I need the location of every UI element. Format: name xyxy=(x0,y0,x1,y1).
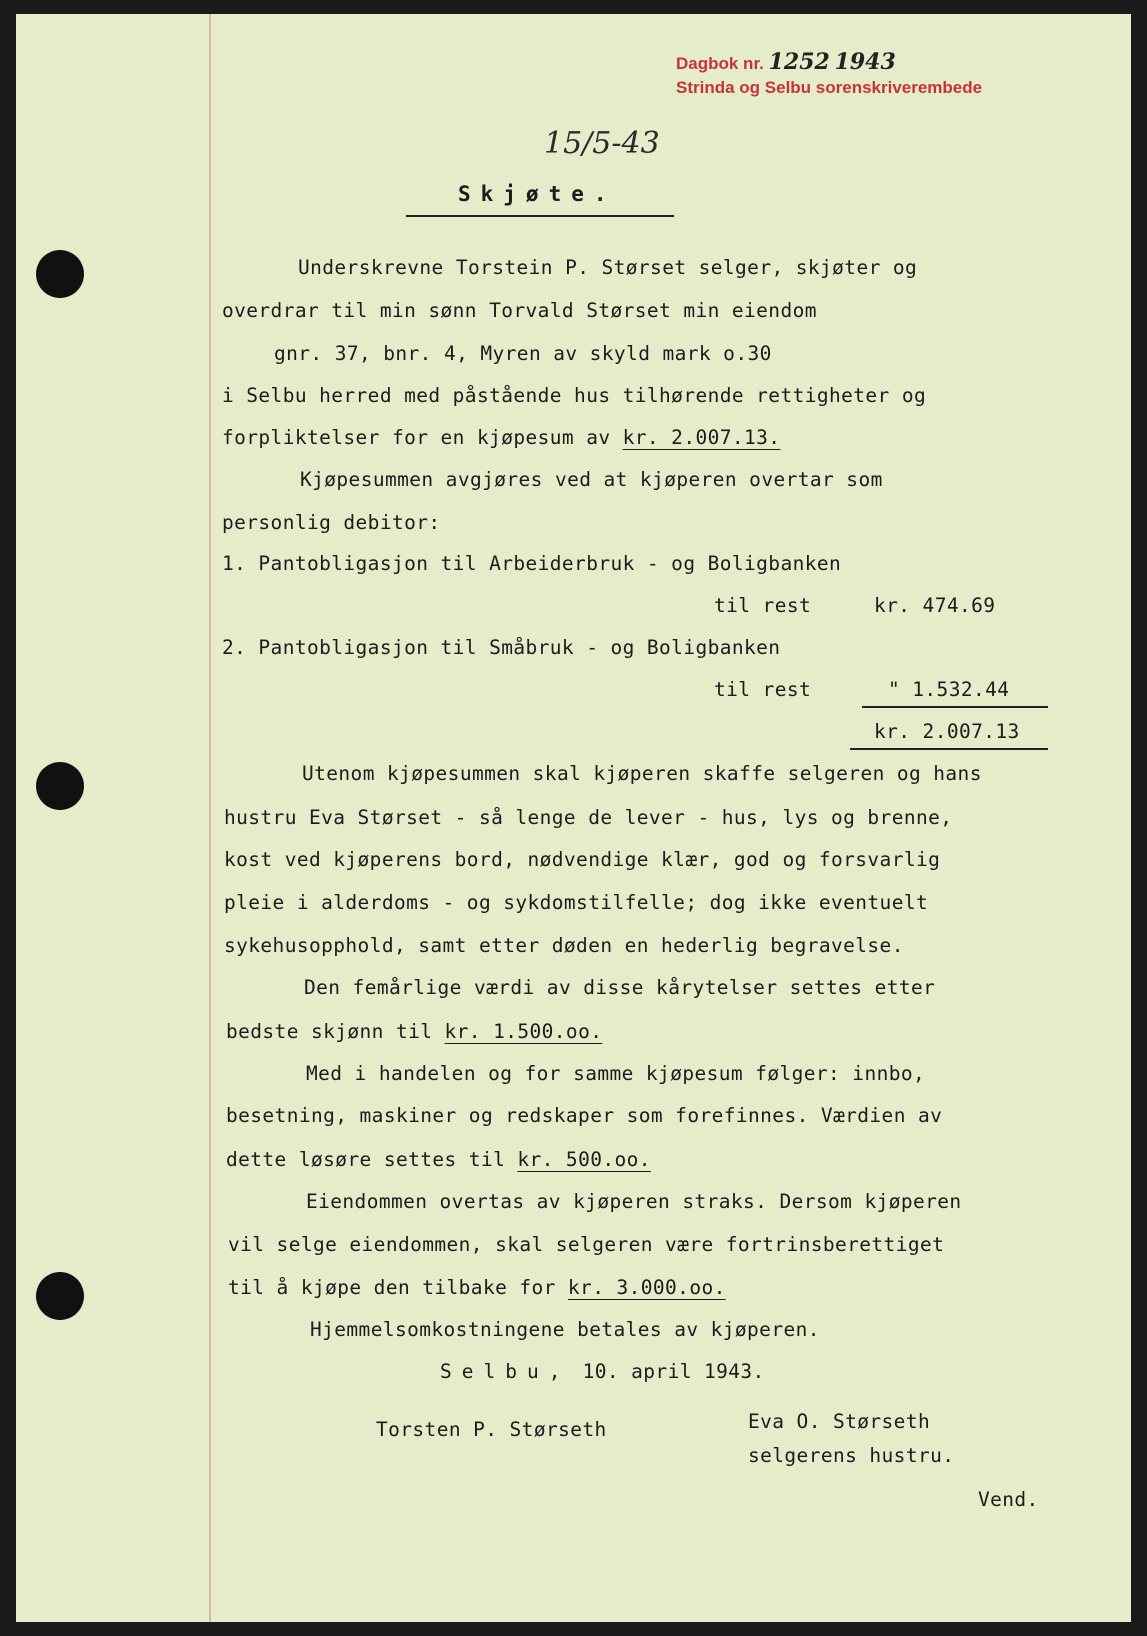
seller-signature: Torsten P. Størseth xyxy=(376,1418,607,1441)
wife-role: selgerens hustru. xyxy=(748,1444,955,1467)
text-segment: til å kjøpe den tilbake for xyxy=(228,1276,556,1299)
movables-amount: kr. 500.oo. xyxy=(517,1148,651,1171)
text-line: sykehusopphold, samt etter døden en hederlig begravelse. xyxy=(224,934,904,957)
amount-value: " 1.532.44 xyxy=(888,678,1010,701)
footer-turn-page: Vend. xyxy=(978,1488,1039,1511)
sum-rule xyxy=(862,706,1048,708)
text-segment: dette løsøre settes til xyxy=(226,1148,506,1171)
text-line: personlig debitor: xyxy=(222,511,441,534)
text-segment: forpliktelser for en kjøpesum av xyxy=(222,426,611,449)
stamp-prefix: Dagbok nr. xyxy=(676,54,764,73)
valuation-amount: kr. 1.500.oo. xyxy=(444,1020,603,1043)
text-segment: bedste skjønn til xyxy=(226,1020,433,1043)
amount-label: til rest xyxy=(714,678,812,701)
amount-label: til rest xyxy=(714,594,812,617)
text-line: Hjemmelsomkostningene betales av kjøperen. xyxy=(310,1318,820,1341)
text-line: vil selge eiendommen, skal selgeren være fortrinsberettiget xyxy=(228,1233,945,1256)
buyback-amount: kr. 3.000.oo. xyxy=(567,1276,726,1299)
stamp-office: Strinda og Selbu sorenskriverembede xyxy=(676,78,983,97)
text-line: pleie i alderdoms - og sykdomstilfelle; dog ikke eventuelt xyxy=(224,891,929,914)
text-line: Underskrevne Torstein P. Størset selger, skjøter og xyxy=(298,256,918,279)
wife-signature: Eva O. Størseth xyxy=(748,1410,931,1433)
date: 10. april 1943. xyxy=(582,1360,765,1383)
amount-value: kr. 474.69 xyxy=(874,594,996,617)
text-line xyxy=(226,1020,602,1043)
text-line: kost ved kjøperens bord, nødvendige klær, god og forsvarlig xyxy=(224,848,941,871)
text-line: hustru Eva Størset - så lenge de lever - hus, lys og brenne, xyxy=(224,806,953,829)
list-item: 1. Pantobligasjon til Arbeiderbruk - og Boligbanken xyxy=(222,552,842,575)
title-underline xyxy=(406,215,674,217)
purchase-price: kr. 2.007.13. xyxy=(622,426,781,449)
text-line xyxy=(226,1148,651,1171)
text-line: Utenom kjøpesummen skal kjøperen skaffe selgeren og hans xyxy=(302,762,982,785)
text-line xyxy=(222,426,780,449)
registry-stamp xyxy=(676,50,982,100)
amount-total: kr. 2.007.13 xyxy=(874,720,1020,743)
stamp-number: 1252 xyxy=(768,49,830,75)
margin-line xyxy=(209,14,211,1622)
text-line: Eiendommen overtas av kjøperen straks. Dersom kjøperen xyxy=(306,1190,962,1213)
text-line: gnr. 37, bnr. 4, Myren av skyld mark o.30 xyxy=(274,342,772,365)
punch-hole-top xyxy=(36,250,84,298)
text-line: besetning, maskiner og redskaper som forefinnes. Værdien av xyxy=(226,1104,943,1127)
text-line: Den femårlige værdi av disse kårytelser settes etter xyxy=(304,976,936,999)
text-line: i Selbu herred med påstående hus tilhørende rettigheter og xyxy=(222,384,927,407)
document-page xyxy=(16,14,1131,1622)
list-item: 2. Pantobligasjon til Småbruk - og Boligbanken xyxy=(222,636,781,659)
punch-hole-middle xyxy=(36,762,84,810)
place-date xyxy=(440,1360,765,1383)
place: Selbu, xyxy=(440,1360,571,1383)
text-line: overdrar til min sønn Torvald Størset min eiendom xyxy=(222,299,817,322)
total-rule xyxy=(850,748,1048,750)
handwritten-date: 15/5-43 xyxy=(544,126,660,161)
punch-hole-bottom xyxy=(36,1272,84,1320)
text-line: Med i handelen og for samme kjøpesum følger: innbo, xyxy=(306,1062,926,1085)
text-line xyxy=(228,1276,726,1299)
stamp-year: 1943 xyxy=(834,49,896,75)
document-title: Skjøte. xyxy=(458,182,617,206)
text-line: Kjøpesummen avgjøres ved at kjøperen overtar som xyxy=(300,468,883,491)
